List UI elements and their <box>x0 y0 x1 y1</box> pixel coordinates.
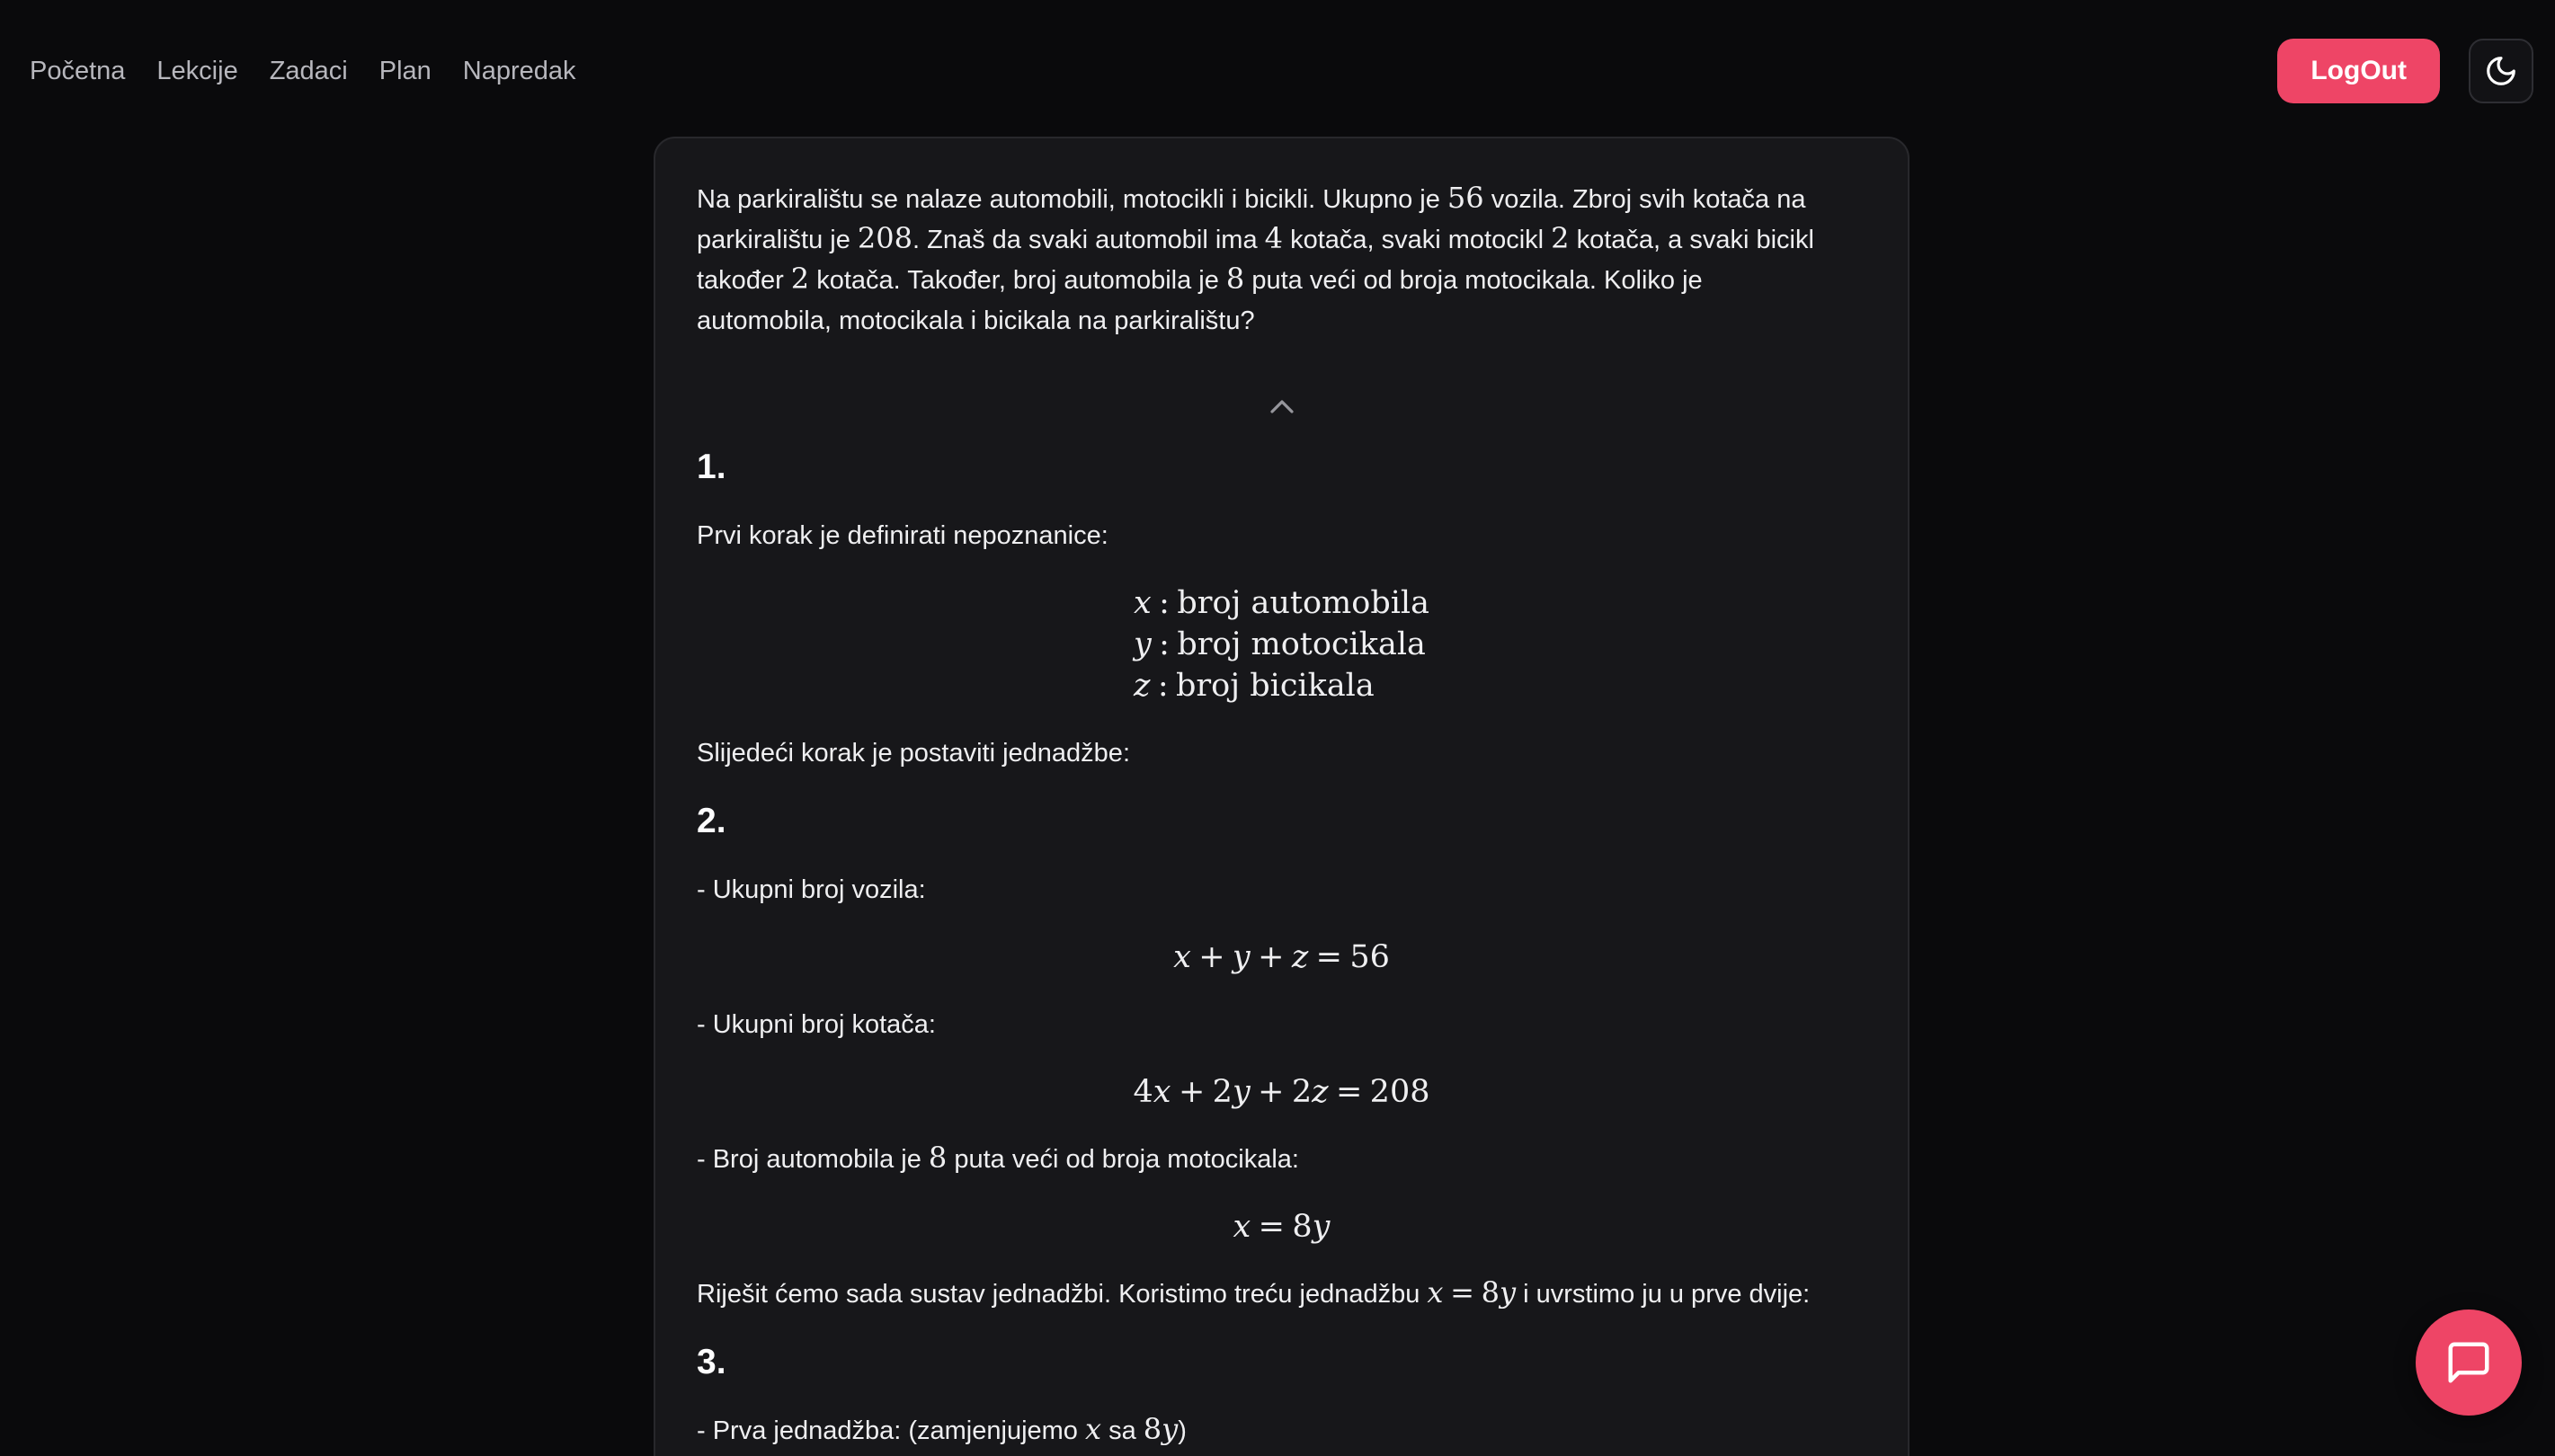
text-run: . Znaš da svaki automobil ima <box>912 226 1265 254</box>
text-run: kotača. Također, broj automobila je <box>809 266 1226 295</box>
math-expression <box>1551 222 1569 254</box>
math-expression <box>1144 1413 1178 1445</box>
math-expression <box>929 1141 947 1174</box>
math-line <box>1134 665 1429 706</box>
math-token: 2 <box>1212 1074 1233 1110</box>
math-line <box>1173 937 1390 978</box>
text-run: Riješit ćemo sada sustav jednadžbi. Koristimo treću jednadžbu <box>697 1280 1428 1309</box>
math-display <box>697 937 1866 978</box>
math-line <box>1134 624 1429 665</box>
math-expression <box>1447 182 1484 214</box>
math-token: + <box>1178 1074 1206 1110</box>
math-expression <box>1226 262 1244 295</box>
solution-paragraph <box>697 1005 1866 1044</box>
solution-paragraph <box>697 1411 1866 1451</box>
solution-paragraph <box>697 733 1866 773</box>
collapse-row <box>697 394 1866 419</box>
math-token: : <box>1159 626 1170 662</box>
chat-bubble-icon <box>2444 1338 2493 1387</box>
math-token: x <box>1233 1209 1251 1245</box>
math-line <box>1134 1071 1430 1113</box>
math-expression <box>1085 1413 1101 1445</box>
math-expression <box>1427 1276 1516 1309</box>
step-heading: 1. <box>697 448 726 486</box>
math-line <box>1233 1206 1331 1247</box>
step-heading: 2. <box>697 802 726 840</box>
text-run: kotača, svaki motocikl <box>1283 226 1552 254</box>
math-display <box>697 1206 1866 1247</box>
nav-item-lekcije[interactable]: Lekcije <box>156 56 238 85</box>
math-token: + <box>1258 1074 1285 1110</box>
math-token: z <box>1312 1074 1329 1110</box>
top-navbar <box>0 0 2555 142</box>
solution-paragraph <box>697 1274 1866 1314</box>
math-expression <box>791 262 809 295</box>
math-token: 2 <box>1291 1074 1313 1110</box>
solution-paragraph <box>697 516 1866 555</box>
math-token: y <box>1232 939 1251 975</box>
math-token: 2 <box>1551 221 1570 255</box>
math-token: 8 <box>1292 1209 1313 1245</box>
math-display-lines <box>1134 1071 1430 1113</box>
math-token: x <box>1084 1412 1102 1446</box>
text-run: - Ukupni broj vozila: <box>697 875 926 904</box>
math-token: 208 <box>857 221 912 255</box>
math-token: y <box>1312 1209 1331 1245</box>
step-heading: 3. <box>697 1343 726 1381</box>
text-run: Prvi korak je definirati nepoznanice: <box>697 521 1108 550</box>
text-run: ) <box>1178 1416 1187 1445</box>
math-token: 208 <box>1369 1074 1430 1110</box>
text-run: vozila. Zbroj svih kotača na parkiralištu je <box>697 185 1806 254</box>
math-token: = <box>1335 1074 1363 1110</box>
math-line <box>1134 582 1429 624</box>
math-display <box>697 1071 1866 1113</box>
math-expression <box>858 222 912 254</box>
math-token: + <box>1258 939 1285 975</box>
math-token: : <box>1159 585 1170 621</box>
text-run: Slijedeći korak je postaviti jednadžbe: <box>697 739 1130 768</box>
math-token: = <box>1450 1275 1474 1310</box>
math-token: + <box>1198 939 1225 975</box>
solution-steps <box>697 446 1866 1451</box>
math-display-lines <box>1134 582 1429 706</box>
math-expression <box>1134 585 1429 620</box>
math-token: 2 <box>790 262 810 296</box>
math-token: broj motocikala <box>1177 626 1426 662</box>
math-token: y <box>1162 1412 1179 1446</box>
theme-toggle-button[interactable] <box>2469 39 2533 103</box>
math-expression <box>1233 1209 1331 1244</box>
math-token: : <box>1157 668 1169 704</box>
text-run: - Prva jednadžba: (zamjenjujemo <box>697 1416 1085 1445</box>
text-run: - Broj automobila je <box>697 1145 929 1174</box>
nav-item-plan[interactable]: Plan <box>378 56 432 85</box>
text-run: puta veći od broja motocikala. Koliko je automobila, motocikala i bicikala na parkiralištu? <box>697 266 1703 335</box>
math-token: 8 <box>928 1141 948 1175</box>
math-token: z <box>1134 668 1151 704</box>
math-token: x <box>1173 939 1191 975</box>
math-display <box>697 582 1866 706</box>
text-run: Na parkiralištu se nalaze automobili, motocikli i bicikli. Ukupno je <box>697 185 1447 214</box>
collapse-solution-button[interactable] <box>1258 394 1306 419</box>
solution-paragraph <box>697 870 1866 910</box>
moon-icon <box>2484 54 2518 88</box>
math-token: 8 <box>1143 1412 1162 1446</box>
math-token: x <box>1427 1275 1444 1310</box>
math-token: 4 <box>1264 221 1284 255</box>
math-token: 56 <box>1349 939 1390 975</box>
nav-menu <box>30 58 576 84</box>
math-token: 8 <box>1225 262 1245 296</box>
solution-paragraph <box>697 1140 1866 1179</box>
math-token: y <box>1134 626 1152 662</box>
nav-item-zadaci[interactable]: Zadaci <box>269 56 348 85</box>
math-token: 56 <box>1447 181 1484 215</box>
chevron-up-icon <box>1270 403 1294 416</box>
math-token: broj bicikala <box>1176 668 1375 704</box>
math-expression <box>1134 626 1426 661</box>
math-expression <box>1134 668 1375 703</box>
math-display-lines <box>1233 1206 1331 1247</box>
math-token: 4 <box>1133 1074 1153 1110</box>
math-token: z <box>1291 939 1309 975</box>
math-expression <box>1173 939 1390 974</box>
math-display-lines <box>1173 937 1390 978</box>
math-token: = <box>1315 939 1342 975</box>
text-run: i uvrstimo ju u prve dvije: <box>1516 1280 1811 1309</box>
nav-item-pocetna[interactable]: Početna <box>30 56 126 85</box>
text-run: sa <box>1101 1416 1144 1445</box>
math-token: broj automobila <box>1177 585 1429 621</box>
solution-card <box>654 137 1910 1456</box>
text-run: - Ukupni broj kotača: <box>697 1010 936 1039</box>
math-token: x <box>1134 585 1152 621</box>
problem-statement <box>697 180 1838 342</box>
math-token: x <box>1153 1074 1171 1110</box>
math-token: y <box>1232 1074 1251 1110</box>
text-run: kotača, a svaki bicikl također <box>697 226 1814 295</box>
nav-item-napredak[interactable]: Napredak <box>462 56 576 85</box>
chat-fab-button[interactable] <box>2416 1310 2522 1416</box>
logout-button[interactable]: LogOut <box>2277 39 2440 103</box>
text-run: puta veći od broja motocikala: <box>947 1145 1299 1174</box>
math-token: = <box>1258 1209 1285 1245</box>
math-token: 8 <box>1481 1275 1500 1310</box>
math-expression <box>1265 222 1283 254</box>
math-token: y <box>1499 1275 1517 1310</box>
math-expression <box>1134 1074 1430 1109</box>
